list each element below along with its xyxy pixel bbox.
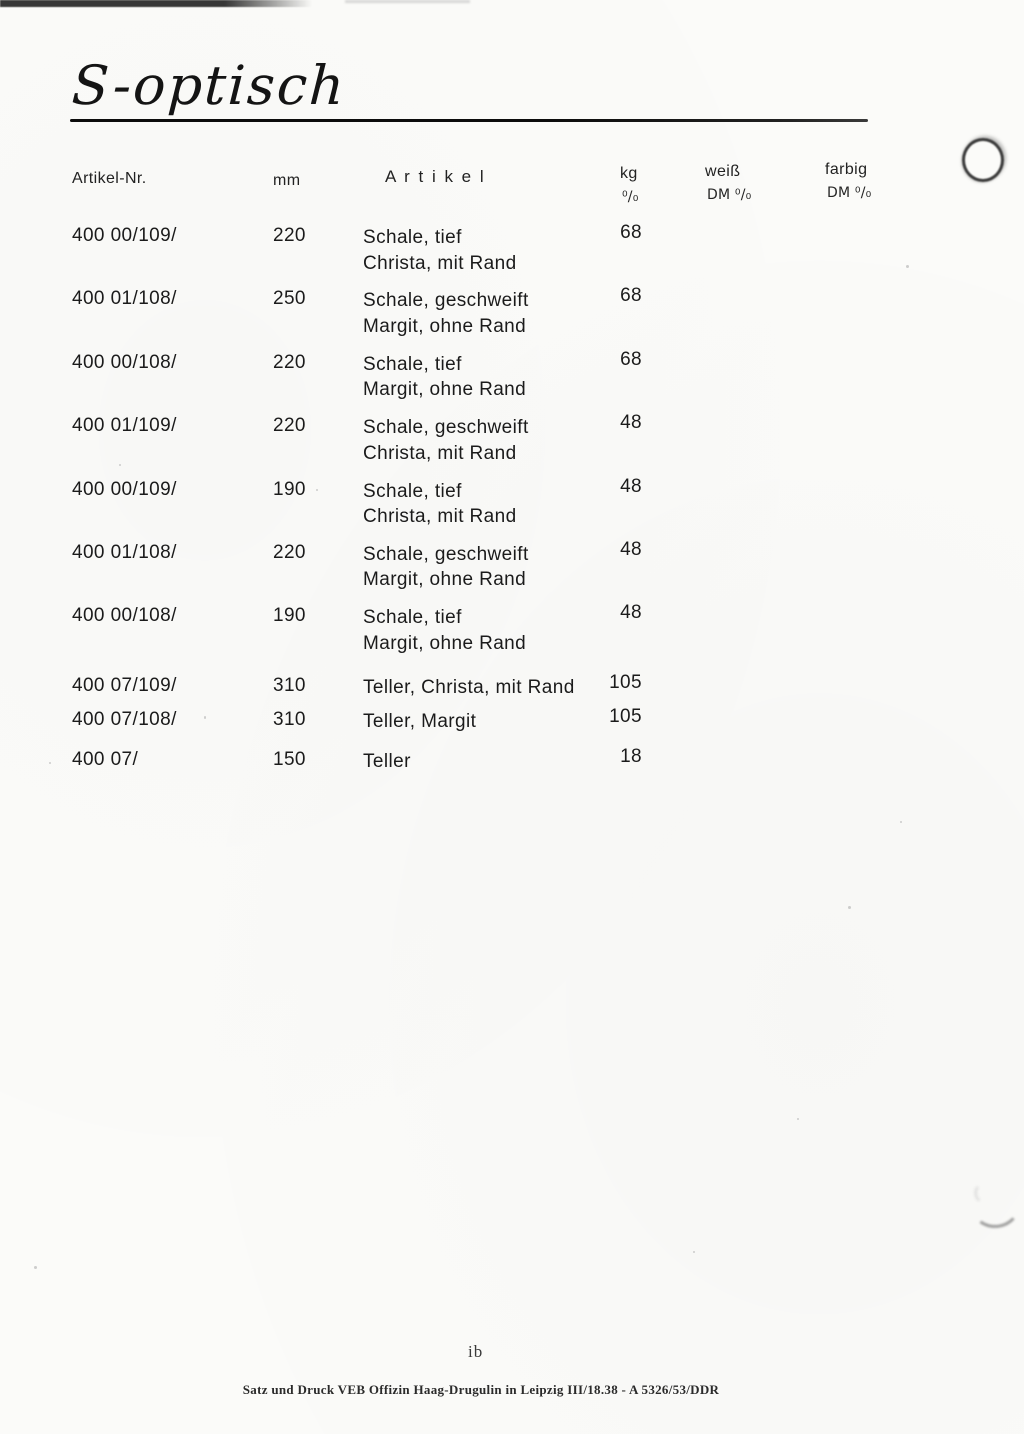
cell-mm: 220 <box>273 225 306 246</box>
cell-mm: 310 <box>273 708 306 730</box>
artikel-line-2: Christa, mit Rand <box>363 506 517 528</box>
cell-artikel <box>363 288 529 339</box>
cell-artikel <box>363 352 526 403</box>
artikel-line-2: Christa, mit Rand <box>363 442 517 464</box>
scan-speck <box>49 762 51 764</box>
printer-imprint: Satz und Druck VEB Offizin Haag-Drugulin in Leipzig III/18.38 - A 5326/53/DDR <box>242 1382 720 1397</box>
cell-artikel-nr: 400 00/109/ <box>72 225 177 246</box>
table-row <box>0 348 1024 415</box>
cell-kg: 48 <box>620 475 642 497</box>
scan-speck <box>906 265 909 268</box>
cell-artikel <box>363 675 575 701</box>
scan-speck <box>119 464 121 466</box>
cell-mm: 190 <box>273 478 306 500</box>
table-row <box>0 475 1024 542</box>
cell-kg: 105 <box>609 671 642 693</box>
artikel-line-1: Schale, geschweift <box>363 417 529 439</box>
scan-smudge <box>345 0 470 3</box>
cell-artikel <box>363 749 411 775</box>
cell-artikel-nr: 400 07/109/ <box>72 674 177 696</box>
col-header-artikel: A r t i k e l <box>385 167 486 186</box>
col-header-farbig-unit: DM ⁰/₀ <box>827 185 872 201</box>
artikel-line-1: Schale, tief <box>363 353 462 375</box>
title-rule <box>70 119 868 122</box>
cell-artikel <box>363 415 529 466</box>
cell-artikel-nr: 400 01/109/ <box>72 415 177 437</box>
artikel-line-1: Schale, tief <box>363 227 462 248</box>
cell-artikel <box>363 542 529 593</box>
artikel-line-1: Schale, geschweift <box>363 290 529 312</box>
col-header-kg: kg <box>620 165 638 182</box>
scan-speck <box>900 821 902 823</box>
hole-punch-mark-bottom <box>969 1182 1022 1231</box>
cell-mm: 220 <box>273 541 306 563</box>
col-header-artikel-nr: Artikel-Nr. <box>72 170 147 187</box>
table-row <box>0 412 1024 478</box>
table-row <box>0 602 1024 668</box>
scan-speck <box>797 1118 799 1120</box>
cell-mm: 150 <box>273 748 306 770</box>
artikel-line-1: Schale, geschweift <box>363 543 529 565</box>
artikel-line-1: Schale, tief <box>363 480 462 502</box>
table-row <box>0 745 1024 783</box>
artikel-line-2: Christa, mit Rand <box>363 252 517 274</box>
cell-artikel-nr: 400 01/108/ <box>72 541 177 563</box>
artikel-line-1: Teller, Margit <box>363 710 477 732</box>
cell-mm: 310 <box>273 674 306 696</box>
cell-artikel-nr: 400 00/108/ <box>72 351 177 373</box>
cell-artikel-nr: 400 01/108/ <box>72 288 177 310</box>
col-header-weiss-unit: DM ⁰/₀ <box>707 187 752 203</box>
cell-artikel-nr: 400 07/ <box>72 748 139 770</box>
cell-artikel-nr: 400 07/108/ <box>72 708 177 730</box>
table-row <box>0 222 1024 288</box>
scan-speck <box>34 1266 37 1269</box>
table-row <box>0 538 1024 605</box>
table-rows <box>0 222 1024 783</box>
artikel-line-1: Schale, tief <box>363 607 462 629</box>
cell-kg: 68 <box>620 348 642 370</box>
artikel-line-2: Margit, ohne Rand <box>363 569 527 591</box>
cell-artikel <box>363 479 517 530</box>
cell-mm: 190 <box>273 605 306 627</box>
scan-speck <box>693 1251 695 1253</box>
cell-kg: 48 <box>620 538 642 560</box>
cell-kg: 18 <box>620 745 642 767</box>
page-title: S-optisch <box>70 54 348 117</box>
artikel-line-1: Teller <box>363 750 411 772</box>
cell-artikel-nr: 400 00/109/ <box>72 478 177 500</box>
scan-speck <box>316 489 318 491</box>
col-header-farbig: farbig <box>825 161 868 178</box>
col-header-kg-unit: ⁰/₀ <box>622 189 639 205</box>
cell-mm: 220 <box>273 415 306 437</box>
col-header-mm: mm <box>273 172 301 189</box>
cell-artikel <box>363 709 476 735</box>
table-row <box>0 285 1024 351</box>
cell-mm: 220 <box>273 351 306 373</box>
table-row <box>0 671 1024 709</box>
hole-punch-mark-top <box>962 138 1004 182</box>
cell-kg: 68 <box>620 222 642 243</box>
cell-kg: 48 <box>620 412 642 434</box>
artikel-line-1: Teller, Christa, mit Rand <box>363 676 575 698</box>
cell-artikel <box>363 225 517 276</box>
cell-kg: 105 <box>609 705 642 727</box>
scan-edge-artifact <box>0 0 312 7</box>
artikel-line-2: Margit, ohne Rand <box>363 379 527 401</box>
cell-kg: 48 <box>620 602 642 624</box>
cell-mm: 250 <box>273 288 306 310</box>
col-header-weiss: weiß <box>705 163 741 180</box>
scan-speck <box>848 906 851 909</box>
scan-speck <box>204 716 206 719</box>
table-row <box>0 705 1024 743</box>
artikel-line-2: Margit, ohne Rand <box>363 315 527 337</box>
artikel-line-2: Margit, ohne Rand <box>363 632 527 654</box>
cell-artikel-nr: 400 00/108/ <box>72 605 177 627</box>
printer-device-mark: ib <box>468 1342 484 1361</box>
cell-kg: 68 <box>620 285 642 307</box>
cell-artikel <box>363 605 526 656</box>
